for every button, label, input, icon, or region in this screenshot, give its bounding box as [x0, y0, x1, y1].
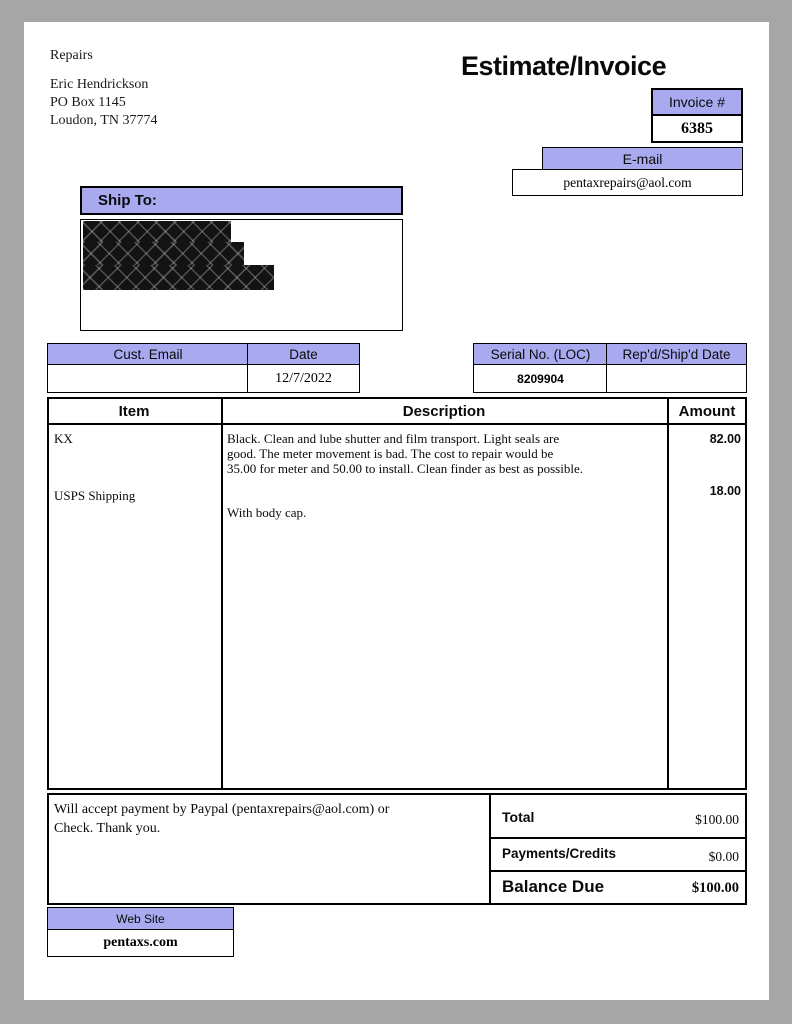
shipped-date-cell [606, 364, 747, 393]
table-header-divider [47, 423, 747, 425]
totals-divider-1 [489, 837, 747, 839]
payment-note-line-1: Will accept payment by Paypal (pentaxrepairs@aol.com) or [54, 802, 390, 817]
invoice-number-header: Invoice # [651, 88, 743, 116]
serial-header: Serial No. (LOC) [473, 343, 608, 366]
payments-credits-label: Payments/Credits [502, 846, 617, 861]
contact-name: Eric Hendrickson [50, 77, 149, 92]
website-value [47, 929, 234, 957]
item-description [227, 431, 583, 476]
serial-text: 8209904 [517, 371, 564, 386]
balance-due-label: Balance Due [502, 877, 605, 896]
description-column-header: Description [402, 403, 486, 420]
serial-cell [473, 364, 608, 393]
business-name: Repairs [50, 48, 93, 63]
amount-usps: 18.00 [709, 484, 741, 498]
description-line-3: 35.00 for meter and 50.00 to install. Clean finder as best as possible. [227, 461, 583, 476]
balance-due-value: $100.00 [691, 880, 739, 896]
email-value [512, 169, 743, 196]
amount-column-divider [667, 397, 669, 790]
contact-address-line2: Loudon, TN 37774 [50, 113, 158, 128]
item-name-usps: USPS Shipping [54, 488, 136, 503]
date-cell [247, 364, 360, 393]
amount-column-header: Amount [678, 403, 736, 420]
date-header: Date [247, 343, 360, 366]
email-header: E-mail [542, 147, 743, 171]
invoice-number-text: 6385 [681, 119, 713, 137]
item-column-header: Item [118, 403, 150, 420]
item-column-divider [221, 397, 223, 790]
description-line-4: With body cap. [227, 505, 307, 520]
amount-kx: 82.00 [709, 432, 741, 446]
total-value: $100.00 [695, 812, 739, 827]
business-contact-block [50, 76, 157, 130]
cust-email-header: Cust. Email [47, 343, 249, 366]
invoice-document [24, 22, 769, 1000]
email-text: pentaxrepairs@aol.com [563, 174, 692, 190]
contact-address-line1: PO Box 1145 [50, 95, 126, 110]
website-header: Web Site [47, 907, 234, 931]
redaction-row-3 [83, 265, 274, 290]
payment-note [54, 800, 389, 838]
ship-to-header: Ship To: [80, 186, 403, 215]
description-line-2: good. The meter movement is bad. The cost to repair would be [227, 446, 554, 461]
item-name-kx: KX [54, 431, 73, 446]
total-label: Total [502, 809, 535, 825]
date-text: 12/7/2022 [275, 370, 332, 386]
website-text: pentaxs.com [103, 935, 178, 950]
shipped-date-header: Rep'd/Ship'd Date [606, 343, 747, 366]
description-line-1: Black. Clean and lube shutter and film transport. Light seals are [227, 431, 560, 446]
payments-credits-value: $0.00 [708, 849, 739, 864]
payment-note-line-2: Check. Thank you. [54, 821, 161, 836]
document-title: Estimate/Invoice [461, 51, 667, 81]
cust-email-cell [47, 364, 249, 393]
totals-divider-2 [489, 870, 747, 872]
redaction-row-2 [83, 242, 244, 265]
redaction-row-1 [83, 221, 231, 242]
invoice-number-value [651, 114, 743, 143]
